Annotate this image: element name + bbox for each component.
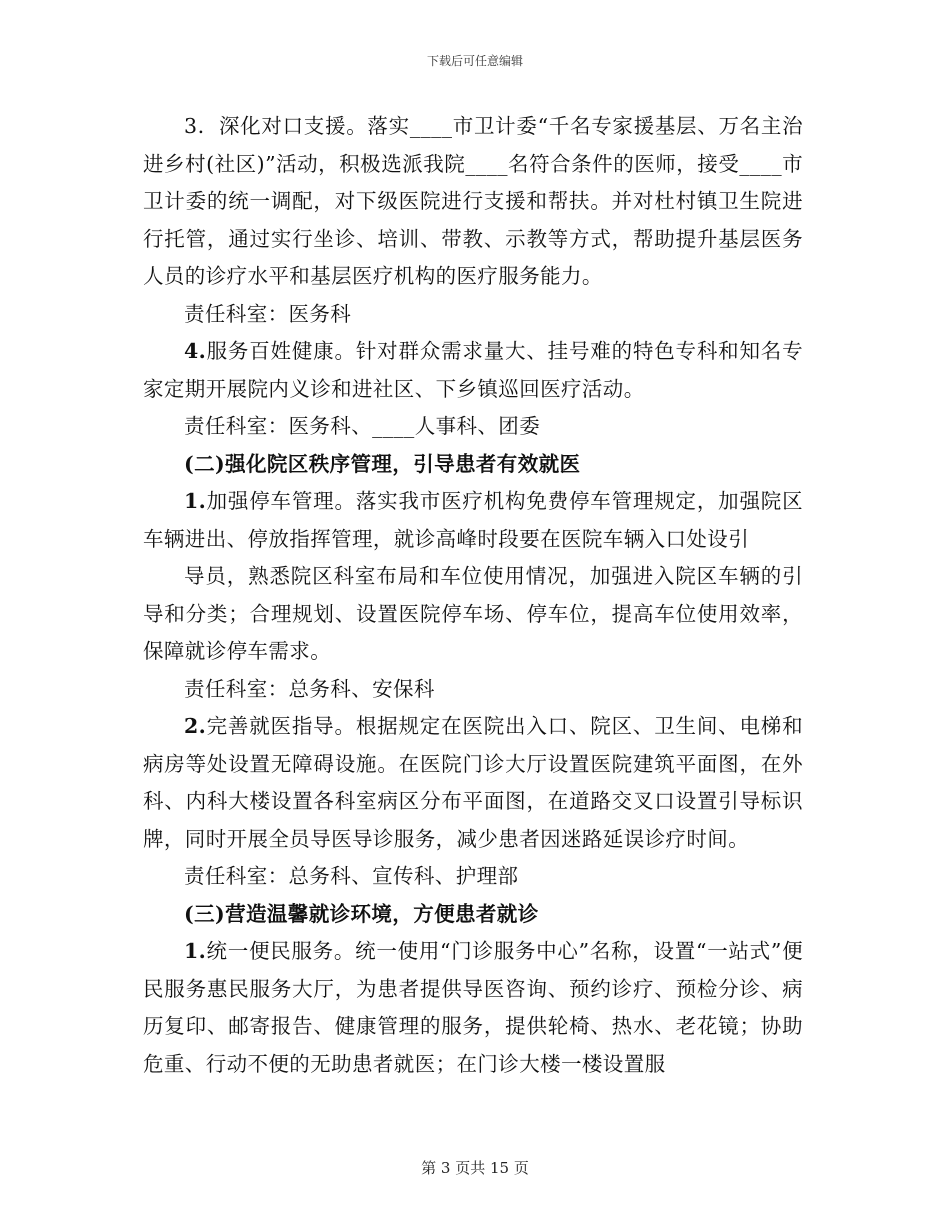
paragraph-parking bbox=[143, 483, 803, 558]
responsible-dept-1: 责任科室：医务科 bbox=[184, 301, 352, 326]
document-body bbox=[143, 108, 803, 1083]
paragraph-counterpart-support: 3．深化对口支援。落实____市卫计委“千名专家援基层、万名主治进乡村(社区)”活动，积极选派我院____名符合条件的医师，接受____市卫计委的统一调配，对下级医院进行支援和帮扶。并对杜村镇卫生院进行托管，通过实行坐诊、培训、带教、示教等方式，帮助提升基层医务人员的诊疗水平和基层医疗机构的医疗服务能力。 bbox=[143, 114, 803, 288]
paragraph-serve-health bbox=[143, 333, 803, 408]
paragraph-text: 服务百姓健康。针对群众需求量大、挂号难的特色专科和知名专家定期开展院内义诊和进社区、下乡镇巡回医疗活动。 bbox=[143, 339, 803, 401]
paragraph-convenience bbox=[143, 933, 803, 1083]
item-number: 4. bbox=[184, 339, 207, 363]
responsible-dept-3: 责任科室：总务科、安保科 bbox=[184, 676, 435, 701]
item-number: 1. bbox=[184, 489, 207, 513]
paragraph-parking-cont: 导员，熟悉院区科室布局和车位使用情况，加强进入院区车辆的引导和分类；合理规划、设置医院停车场、停车位，提高车位使用效率，保障就诊停车需求。 bbox=[143, 564, 803, 663]
responsible-dept-2: 责任科室：医务科、____人事科、团委 bbox=[184, 414, 541, 438]
page-footer: 第 3 页共 15 页 bbox=[421, 1159, 529, 1177]
paragraph-text: 完善就医指导。根据规定在医院出入口、院区、卫生间、电梯和病房等处设置无障碍设施。在医院门诊大厅设置医院建筑平面图，在外科、内科大楼设置各科室病区分布平面图，在道路交叉口设置引导标识牌，同时开展全员导医导诊服务，减少患者因迷路延误诊疗时间。 bbox=[143, 714, 803, 851]
paragraph-guidance bbox=[143, 708, 803, 858]
responsible-dept-4: 责任科室：总务科、宣传科、护理部 bbox=[184, 864, 519, 888]
item-number: 1. bbox=[184, 939, 207, 963]
item-number: 2. bbox=[184, 714, 207, 738]
section-heading-2: (二)强化院区秩序管理，引导患者有效就医 bbox=[184, 451, 581, 476]
paragraph-text: 统一便民服务。统一使用“门诊服务中心”名称，设置“一站式”便民服务惠民服务大厅，为患者提供导医咨询、预约诊疗、预检分诊、病历复印、邮寄报告、健康管理的服务，提供轮椅、热水、老花镜；协助危重、行动不便的无助患者就医；在门诊大楼一楼设置服 bbox=[143, 939, 803, 1076]
page-header: 下载后可任意编辑 bbox=[426, 54, 523, 68]
paragraph-text: 加强停车管理。落实我市医疗机构免费停车管理规定，加强院区车辆进出、停放指挥管理，就诊高峰时段要在医院车辆入口处设引 bbox=[143, 489, 803, 551]
section-heading-3: (三)营造温馨就诊环境，方便患者就诊 bbox=[184, 901, 539, 926]
